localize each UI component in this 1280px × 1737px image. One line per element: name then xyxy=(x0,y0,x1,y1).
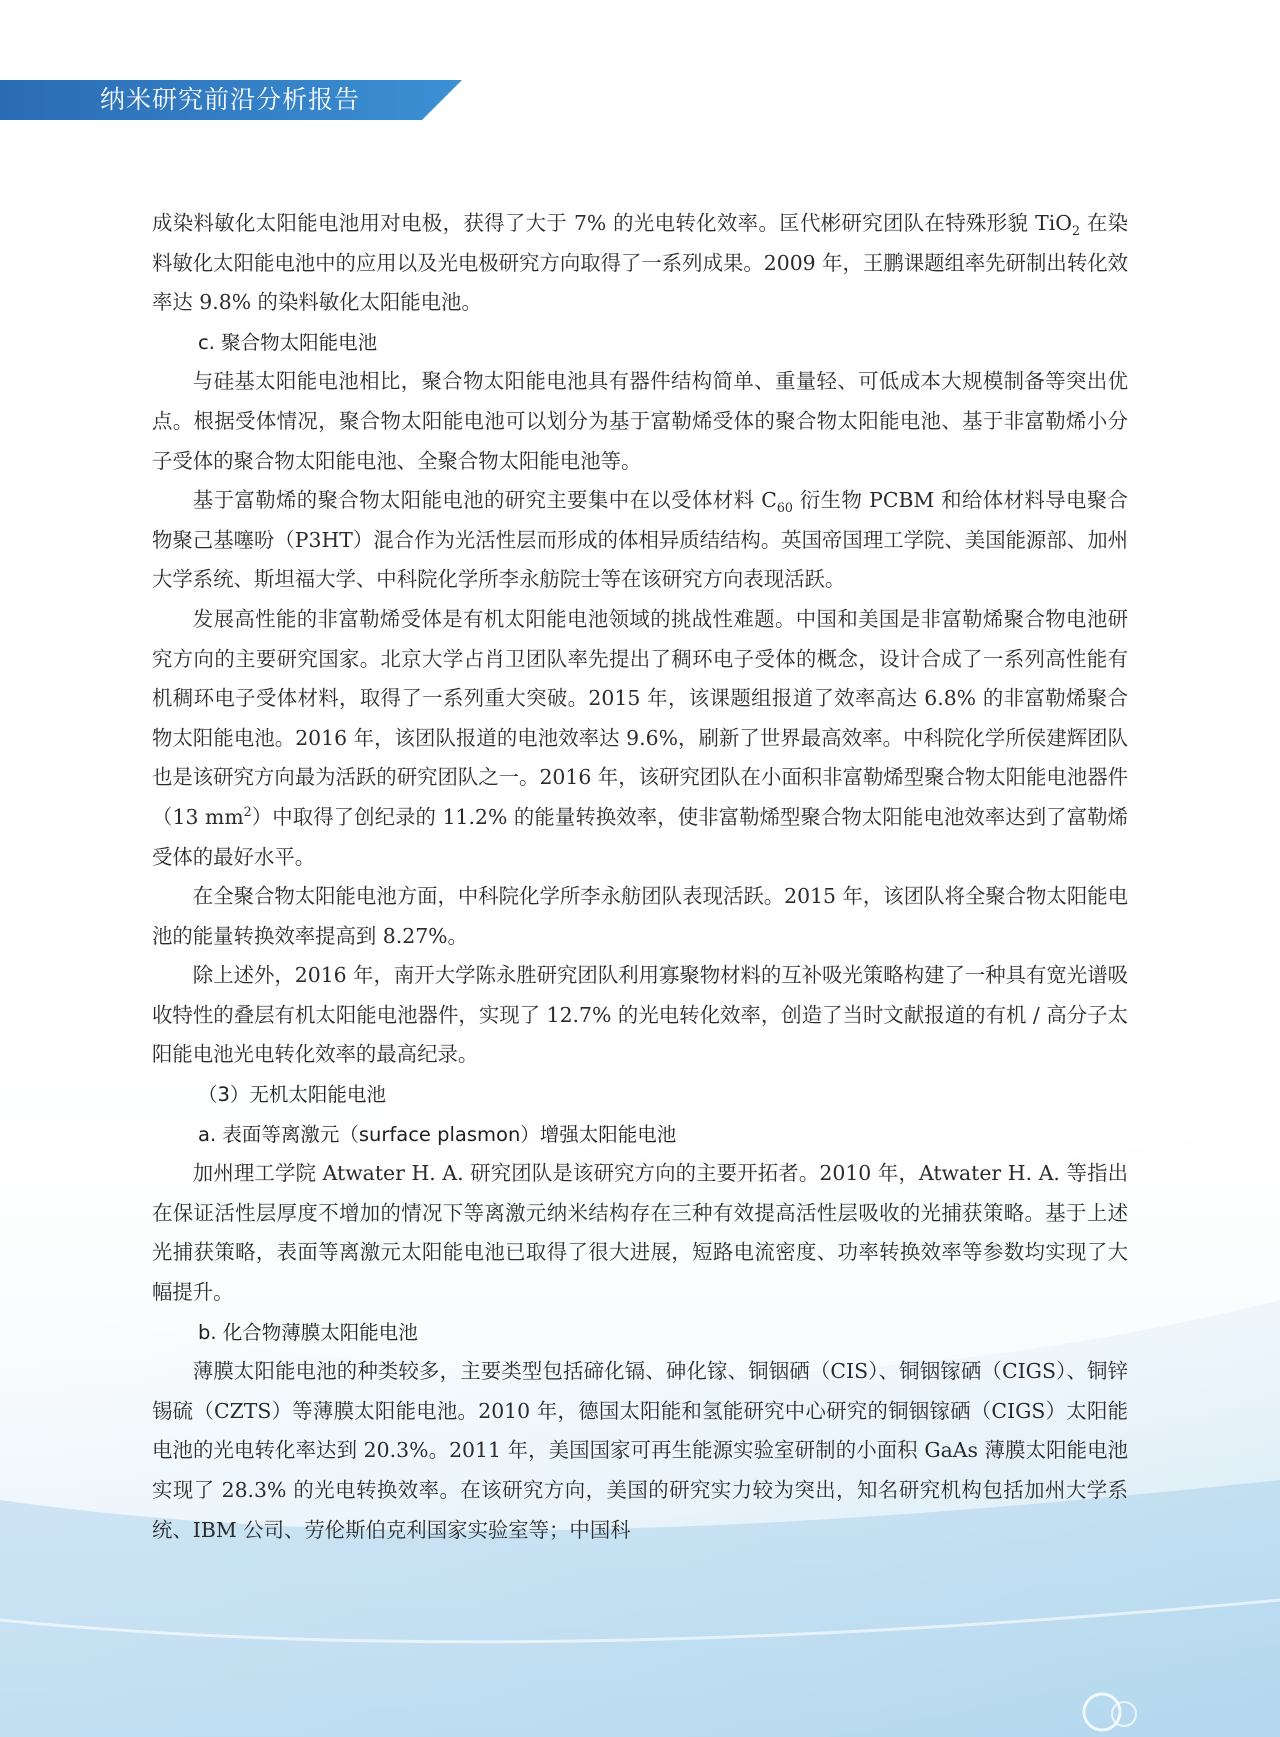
decorative-rings xyxy=(1080,1670,1200,1737)
text-run: 基于富勒烯的聚合物太阳能电池的研究主要集中在以受体材料 C xyxy=(192,488,777,513)
running-header-title: 纳米研究前沿分析报告 xyxy=(100,85,361,114)
text-run: 加州理工学院 Atwater H. A. 研究团队是该研究方向的主要开拓者。2010 年，Atwater H. A. 等指出在保证活性层厚度不增加的情况下等离激元纳米结构存在三种有效提高活性层吸收的光捕获策略。基于上述光捕获策略，表面等离激元太阳能电池已取得了很大进展，短路电流密度、功率转换效率等参数均实现了大幅提升。 xyxy=(152,1161,1128,1305)
subscript: 2 xyxy=(1071,223,1080,239)
text-run: 除上述外，2016 年，南开大学陈永胜研究团队利用寡聚物材料的互补吸光策略构建了一种具有宽光谱吸收特性的叠层有机太阳能电池器件，实现了 12.7% 的光电转化效率，创造了当时文献报道的有机 / 高分子太阳能电池光电转化效率的最高纪录。 xyxy=(152,963,1128,1067)
document-body xyxy=(152,204,1128,1550)
text-run: 衍生物 PCBM 和给体材料导电聚合物聚己基噻吩（P3HT）混合作为光活性层而形成的体相异质结结构。英国帝国理工学院、美国能源部、加州大学系统、斯坦福大学、中科院化学所李永舫院士等在该研究方向表现活跃。 xyxy=(152,488,1128,592)
text-run: 薄膜太阳能电池的种类较多，主要类型包括碲化镉、砷化镓、铜铟硒（CIS）、铜铟镓硒（CIGS）、铜锌锡硫（CZTS）等薄膜太阳能电池。2010 年，德国太阳能和氢能研究中心研究的铜铟镓硒（CIGS）太阳能电池的光电转化率达到 20.3%。2011 年，美国国家可再生能源实验室研制的小面积 GaAs 薄膜太阳能电池实现了 28.3% 的光电转换效率。在该研究方向，美国的研究实力较为突出，知名研究机构包括加州大学系统、IBM 公司、劳伦斯伯克利国家实验室等；中国科 xyxy=(152,1359,1128,1542)
text-run: 在染料敏化太阳能电池中的应用以及光电极研究方向取得了一系列成果。2009 年，王鹏课题组率先研制出转化效率达 9.8% 的染料敏化太阳能电池。 xyxy=(152,211,1128,315)
section-heading: （3）无机太阳能电池 xyxy=(198,1083,386,1107)
text-run: ）中取得了创纪录的 11.2% 的能量转换效率，使非富勒烯型聚合物太阳能电池效率达到了富勒烯受体的最好水平。 xyxy=(152,804,1128,869)
body-paragraph xyxy=(152,1154,1128,1312)
text-run: 与硅基太阳能电池相比，聚合物太阳能电池具有器件结构简单、重量轻、可低成本大规模制备等突出优点。根据受体情况，聚合物太阳能电池可以划分为基于富勒烯受体的聚合物太阳能电池、基于非富勒烯小分子受体的聚合物太阳能电池、全聚合物太阳能电池等。 xyxy=(152,369,1128,473)
subscript: 60 xyxy=(776,500,793,516)
body-paragraph xyxy=(152,1352,1128,1550)
superscript: 2 xyxy=(243,804,252,820)
body-paragraph xyxy=(152,956,1128,1075)
text-run: 成染料敏化太阳能电池用对电极，获得了大于 7% 的光电转化效率。匡代彬研究团队在特殊形貌 TiO xyxy=(152,211,1072,235)
section-heading: b. 化合物薄膜太阳能电池 xyxy=(198,1320,418,1344)
section-heading: a. 表面等离激元（surface plasmon）增强太阳能电池 xyxy=(198,1122,677,1146)
text-run: 发展高性能的非富勒烯受体是有机太阳能电池领域的挑战性难题。中国和美国是非富勒烯聚合物电池研究方向的主要研究国家。北京大学占肖卫团队率先提出了稠环电子受体的概念，设计合成了一系列高性能有机稠环电子受体材料，取得了一系列重大突破。2015 年，该课题组报道了效率高达 6.8% 的非富勒烯聚合物太阳能电池。2016 年，该团队报道的电池效率达 9.6%，刷新了世界最高效率。中科院化学所侯建辉团队也是该研究方向最为活跃的研究团队之一。2016 年，该研究团队在小面积非富勒烯型聚合物太阳能电池器件（13 mm xyxy=(152,606,1128,829)
body-paragraph xyxy=(152,481,1128,600)
text-run: 在全聚合物太阳能电池方面，中科院化学所李永舫团队表现活跃。2015 年，该团队将全聚合物太阳能电池的能量转换效率提高到 8.27%。 xyxy=(152,884,1128,948)
body-paragraph xyxy=(152,204,1128,323)
body-paragraph xyxy=(152,877,1128,956)
body-paragraph xyxy=(152,600,1128,877)
section-heading: c. 聚合物太阳能电池 xyxy=(198,330,378,354)
body-paragraph xyxy=(152,362,1128,481)
